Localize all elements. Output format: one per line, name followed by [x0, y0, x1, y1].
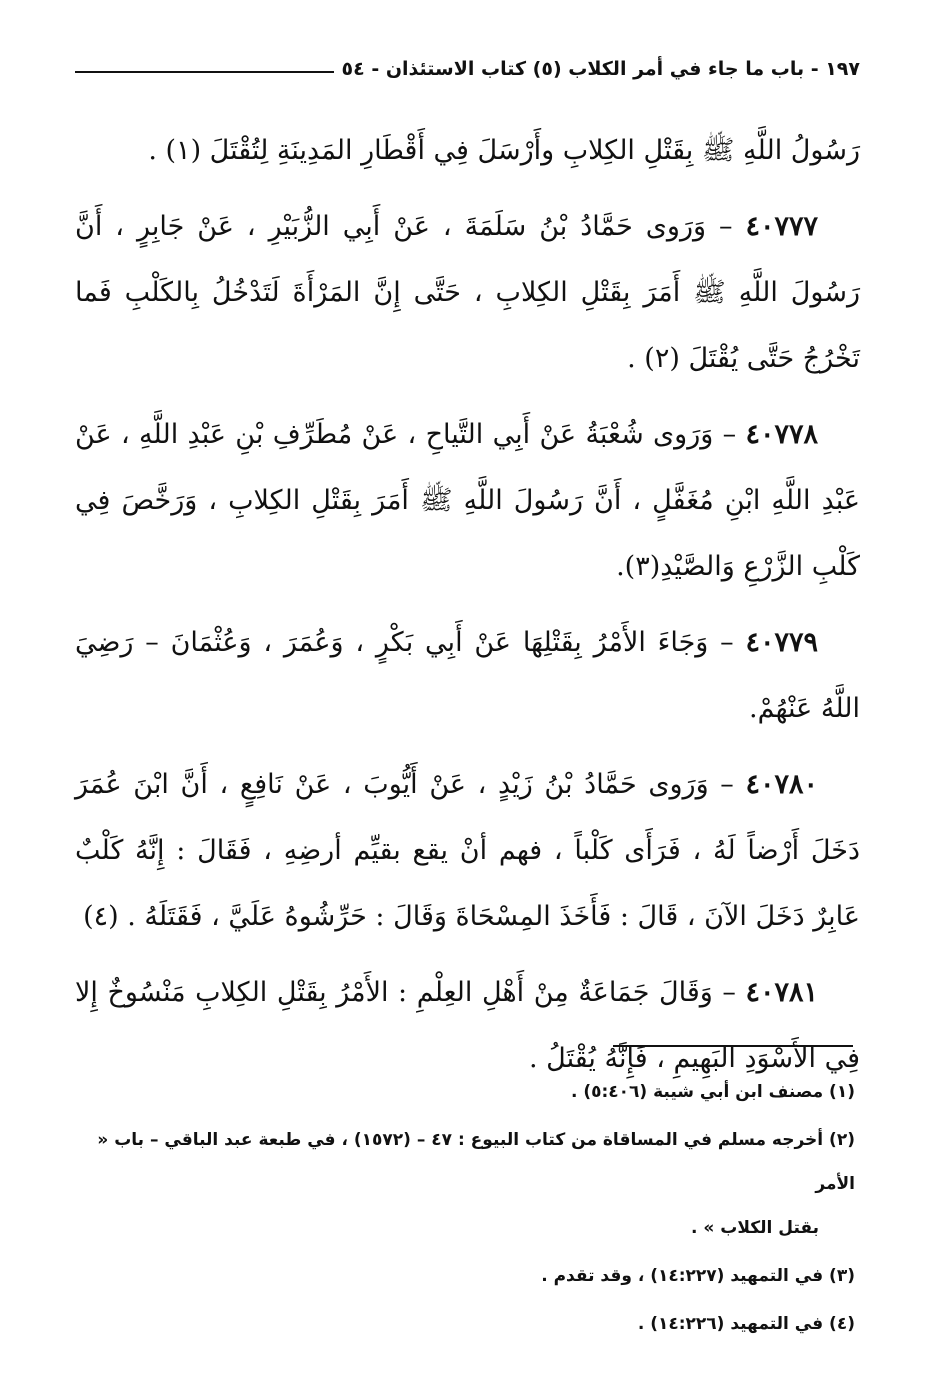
footnote-3: [75, 1254, 855, 1298]
paragraph-text: – وَرَوى حَمَّادُ بْنُ سَلَمَةَ ، عَنْ أَبِي الزُّبَيْرِ ، عَنْ جَابِرٍ ، أَنَّ رَسُولَ اللَّهِ ﷺ أَمَرَ بِقَتْلِ الكِلابِ ، حَتَّى إِنَّ المَرْأَةَ لَتَدْخُلُ بِالكَلْبِ فَما تَخْرُجُ حَتَّى يُقْتَلَ (٢) .: [75, 211, 860, 374]
paragraph-number: ٤٠٧٧٧: [745, 211, 818, 242]
footnote-2: [75, 1118, 855, 1250]
footnote-continuation: بقتل الكلاب » .: [690, 1218, 819, 1238]
footnote-text: (٣) في التمهيد (١٤:٢٢٧) ، وقد تقدم .: [541, 1266, 855, 1286]
paragraph-text: – وَقَالَ جَمَاعَةٌ مِنْ أَهْلِ العِلْمِ : الأَمْرُ بِقَتْلِ الكِلابِ مَنْسُوخٌ إِلا فِي الأَسْوَدِ البَهِيمِ ، فَإِنَّهُ يُقْتَلُ .: [75, 977, 860, 1074]
paragraph-number: ٤٠٧٧٨: [745, 419, 818, 450]
footnote-text: (٢) أخرجه مسلم في المساقاة من كتاب البيوع : ٤٧ – (١٥٧٢) ، في طبعة عبد الباقي – باب « الأمر: [97, 1130, 855, 1194]
footnotes: [75, 1070, 855, 1350]
paragraph-number: ٤٠٧٨٠: [745, 769, 818, 800]
paragraph-40777: [75, 194, 860, 392]
paragraph-text: رَسُولُ اللَّهِ ﷺ بِقَتْلِ الكِلابِ وأَرْسَلَ فِي أَقْطَارِ المَدِينَةِ لِتُقْتَلَ (١) .: [148, 135, 860, 166]
main-text: [75, 118, 860, 1102]
footnote-text: (٤) في التمهيد (١٤:٢٢٦) .: [637, 1314, 855, 1334]
footnote-1: [75, 1070, 855, 1114]
paragraph-40780: [75, 752, 860, 950]
paragraph-text: – وَرَوى حَمَّادُ بْنُ زَيْدٍ ، عَنْ أَيُّوبَ ، عَنْ نَافِعٍ ، أَنَّ ابْنَ عُمَرَ دَخَلَ أَرْضاً لَهُ ، فَرَأَى كَلْباً ، فهم أنْ يقع بقيِّم أرضِهِ ، فَقَالَ : إِنَّهُ كَلْبٌ عَابِرٌ دَخَلَ الآنَ ، قَالَ : فَأَخَذَ المِسْحَاةَ وَقَالَ : حَرِّشُوهُ عَلَيَّ ، فَقَتَلَهُ . (٤): [75, 769, 860, 932]
paragraph-40778: [75, 402, 860, 600]
running-header: [75, 52, 860, 86]
header-rule: [75, 71, 334, 73]
paragraph-text: – وَجَاءَ الأَمْرُ بِقَتْلِهَا عَنْ أَبِي بَكْرٍ ، وَعُمَرَ ، وَعُثْمَانَ – رَضِيَ اللَّهُ عَنْهُمْ.: [75, 627, 860, 724]
paragraph-40779: [75, 610, 860, 742]
footnote-separator: [613, 1045, 853, 1047]
footnote-text: (١) مصنف ابن أبي شيبة (٥:٤٠٦) .: [570, 1082, 855, 1102]
running-header-text: ١٩٧ - باب ما جاء في أمر الكلاب (٥) كتاب الاستئذان - ٥٤: [341, 58, 860, 80]
paragraph-number: ٤٠٧٨١: [745, 977, 818, 1008]
paragraph-text: – وَرَوى شُعْبَةُ عَنْ أَبِي التَّياحِ ، عَنْ مُطَرِّفِ بْنِ عَبْدِ اللَّهِ ، عَنْ عَبْدِ اللَّهِ ابْنِ مُغَفَّلٍ ، أَنَّ رَسُولَ اللَّهِ ﷺ أَمَرَ بِقَتْلِ الكِلابِ ، وَرَخَّصَ فِي كَلْبِ الزَّرْعِ وَالصَّيْدِ(٣).: [75, 419, 860, 582]
footnote-4: [75, 1302, 855, 1346]
paragraph-continuation: [75, 118, 860, 184]
paragraph-number: ٤٠٧٧٩: [745, 627, 818, 658]
